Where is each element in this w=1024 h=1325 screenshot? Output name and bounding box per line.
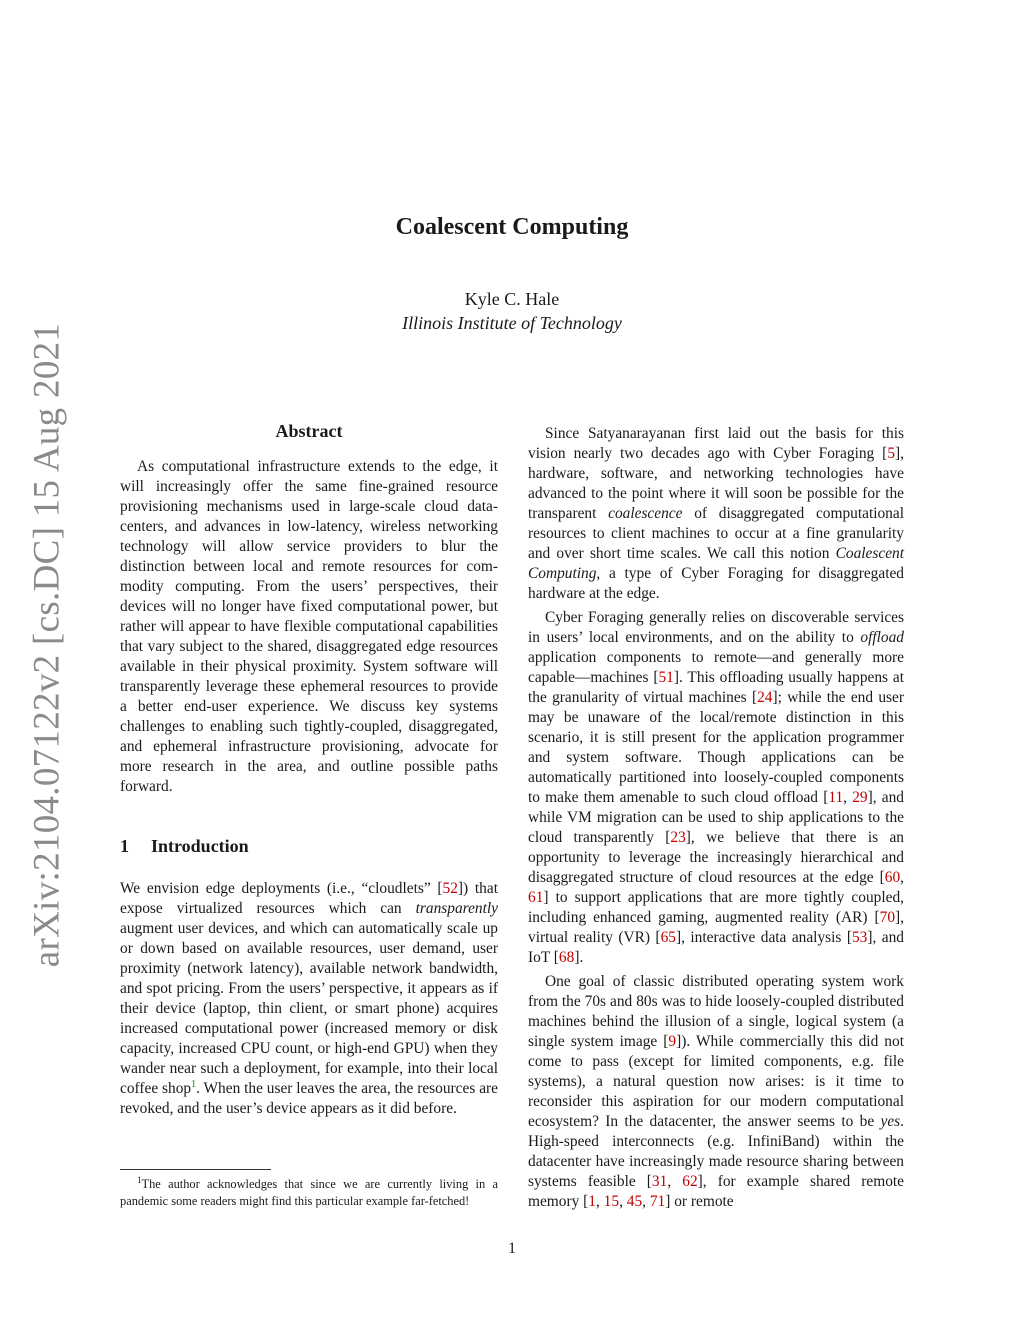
text-run: Cyber Foraging generally relies on discoverable services in users’ local environments, and on the ability to <box>528 609 904 646</box>
text-run: . High-speed interconnects (e.g. InfiniBand) within the datacenter have increasingly made resource sharing between systems feasible [ <box>528 1113 904 1190</box>
text-run: ] or remote <box>665 1193 734 1210</box>
author-affiliation: Illinois Institute of Technology <box>402 313 622 333</box>
text-run: ], interactive data analysis [ <box>675 929 852 946</box>
citation-link[interactable]: 62 <box>682 1173 698 1190</box>
text-run: , <box>642 1193 650 1210</box>
text-run: ], for example shared remote memory [ <box>528 1173 904 1210</box>
citation-link[interactable]: 11 <box>828 789 844 806</box>
citation-link[interactable]: 15 <box>603 1193 620 1210</box>
introduction-body <box>120 879 498 1119</box>
emphasis-text: Coalescent Computing <box>528 545 904 582</box>
citation-link[interactable]: 5 <box>887 445 896 462</box>
text-run: application components to remote—and generally more capable—machines [ <box>528 649 904 686</box>
emphasis-text: offload <box>860 629 904 646</box>
footnote-text: The author acknowledges that since we are currently living in a pandemic some readers might find this particular example far-fetched! <box>120 1177 498 1208</box>
citation-link[interactable]: 23 <box>670 829 686 846</box>
citation-link[interactable]: 65 <box>660 929 676 946</box>
text-run: ]; while the end user may be unaware of the local/remote distinction in this scenario, it is still present for the application programmer and system software. Though applications can be automatically partitioned into loosely-coupled components to make them amenable to such cloud offload [ <box>528 689 904 806</box>
text-run: ] to support applications that are more tightly coupled, including enhanced gaming, augmented reality (AR) [ <box>528 889 904 926</box>
paragraph <box>528 972 904 1212</box>
text-run: ]. <box>574 949 584 966</box>
text-run: One goal of classic distributed operating system work from the 70s and 80s was to hide loosely-coupled distributed machines behind the illusion of a single, logical system (a single system image [ <box>528 973 904 1050</box>
text-run: ]) that expose virtualized resources which can <box>120 880 498 917</box>
text-run: ], virtual reality (VR) [ <box>528 909 904 946</box>
intro-paragraph <box>120 879 498 1119</box>
text-run: , <box>619 1193 627 1210</box>
arxiv-stamp: arXiv:2104.07122v2 [cs.DC] 15 Aug 2021 <box>26 322 68 968</box>
citation-link[interactable]: 1 <box>588 1193 596 1210</box>
text-run: , <box>900 869 904 886</box>
text-run: Since Satyanarayanan first laid out the basis for this vision nearly two decades ago with Cyber Foraging [ <box>528 425 904 462</box>
paragraph <box>528 608 904 968</box>
paper-title: Coalescent Computing <box>395 214 629 240</box>
text-run: ], and IoT [ <box>528 929 904 966</box>
right-column-body <box>528 424 904 1216</box>
abstract-paragraph: As computational infrastructure extends to the edge, it will increasingly offer the same fine-grained resource provisioning mechanisms used in large-scale cloud datacenters, and advances in low-latency, wireless networking technology will allow service providers to blur the distinction between local and remote resources for commodity computing. From the users’ perspectives, their devices will no longer have fixed computational power, but rather will appear to have flexible computational capabilities that vary subject to the shared, disaggregated edge resources available in their physical proximity. System software will transparently leverage these ephemeral resources to provide a better end-user experience. We discuss key systems challenges to enabling such tightly-coupled, disaggregated, and ephemeral infrastructure provisioning, advocate for more research in the area, and outline possible paths forward. <box>120 458 498 795</box>
abstract-heading: Abstract <box>275 421 343 441</box>
text-run: , <box>595 1193 604 1210</box>
text-run: , <box>843 789 853 806</box>
citation-link[interactable]: 52 <box>442 880 458 897</box>
citation-link[interactable]: 24 <box>757 689 773 706</box>
emphasis-text: yes <box>880 1113 901 1130</box>
citation-link[interactable]: 53 <box>851 929 868 946</box>
text-run: ], hardware, software, and networking technologies have advanced to the point where it will soon be possible for the transparent <box>528 445 904 522</box>
citation-link[interactable]: 9 <box>668 1033 677 1050</box>
abstract-body <box>120 457 498 797</box>
citation-link[interactable]: 51 <box>658 669 674 686</box>
text-run: ], and while VM migration can be used to ship applications to the cloud transparently [ <box>528 789 905 846</box>
text-run: ]. This offloading usually happens at the granularity of virtual machines [ <box>528 669 904 706</box>
citation-link[interactable]: 45 <box>626 1193 643 1210</box>
text-run: We envision edge deployments (i.e., “cloudlets” [ <box>120 880 443 897</box>
text-run: . When the user leaves the area, the resources are revoked, and the user’s device appears as it did before. <box>120 1080 498 1117</box>
footnote <box>120 1176 498 1210</box>
citation-link[interactable]: 68 <box>558 949 575 966</box>
text-run: ], we believe that there is an opportunity to leverage the increasingly hierarchical and disaggregated structure of cloud resources at the edge [ <box>528 829 904 886</box>
footnote-divider <box>120 1169 271 1170</box>
emphasis-text: coalescence <box>608 505 683 522</box>
page-number: 1 <box>508 1240 516 1257</box>
text-run: , <box>667 1173 683 1190</box>
text-run: augment user devices, and which can automatically scale up or down based on available resources, user demand, user proximity (network latency), available network bandwidth, and spot pricing. From the users’ perspective, it appears as if their device (laptop, thin client, or smart phone) acquires increased computational power (increased memory or disk capacity, increased CPU count, or high-end GPU) when they wander near such a deployment, for example, into their local coffee shop <box>120 920 498 1097</box>
paragraph <box>528 424 904 604</box>
footnote-number: 1 <box>137 1174 142 1185</box>
text-run: of disaggregated computational resources to client machines to occur at a fine granularity and over short time scales. We call this notion <box>528 505 904 562</box>
citation-link[interactable]: 70 <box>879 909 896 926</box>
citation-link[interactable]: 31 <box>651 1173 668 1190</box>
emphasis-text: transparently <box>415 900 498 917</box>
citation-link[interactable]: 71 <box>649 1193 666 1210</box>
section-heading-introduction <box>120 836 249 857</box>
citation-link[interactable]: 61 <box>528 889 544 906</box>
section-number: 1 <box>120 836 129 856</box>
footnote-marker-link[interactable]: 1 <box>191 1078 197 1090</box>
text-run: , a type of Cyber Foraging for disaggregated hardware at the edge. <box>528 565 904 602</box>
section-title: Introduction <box>151 836 249 856</box>
text-run: ]). While commercially this did not come to pass (except for limited components, e.g. file systems), a natural question now arises: is it time to reconsider this aspiration for our modern computational ecosystem? In the datacenter, the answer seems to be <box>528 1033 904 1130</box>
citation-link[interactable]: 60 <box>884 869 901 886</box>
author-name: Kyle C. Hale <box>464 289 560 309</box>
citation-link[interactable]: 29 <box>852 789 868 806</box>
